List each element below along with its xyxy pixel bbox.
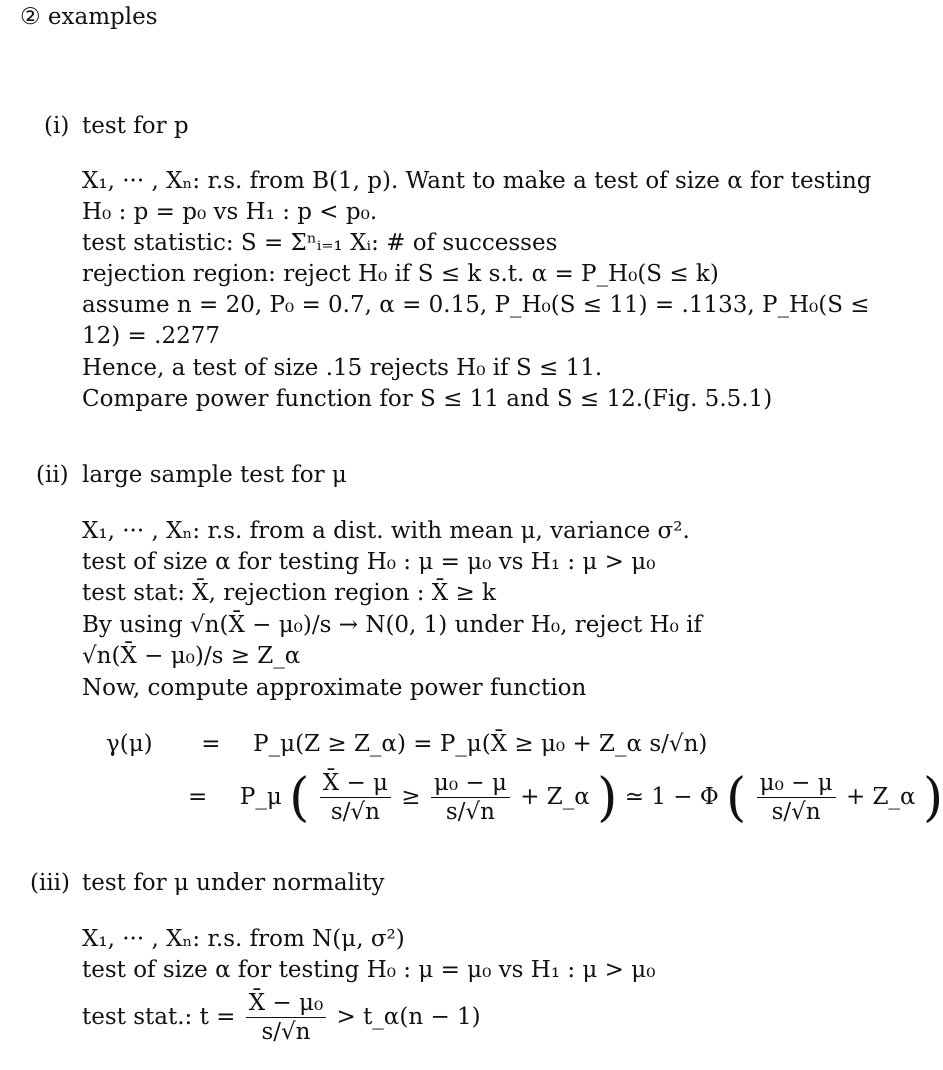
left-paren-2: (	[726, 767, 747, 828]
section-ii-line-5: √n(X̄ − μ₀)/s ≥ Z_α	[82, 643, 301, 669]
fraction-phi-arg	[757, 770, 836, 826]
right-paren-2: )	[922, 767, 943, 828]
section-iii-line-1: X₁, ··· , Xₙ: r.s. from N(μ, σ²)	[82, 926, 405, 952]
equation-lhs: γ(μ)	[106, 731, 153, 757]
fraction-standardized-den: s/√n	[330, 799, 380, 826]
section-ii-line-3: test stat: X̄, rejection region : X̄ ≥ k	[82, 580, 496, 606]
section-ii-line-6: Now, compute approximate power function	[82, 675, 587, 701]
equation-p-mu: P_μ	[239, 783, 282, 810]
section-ii-line-1: X₁, ··· , Xₙ: r.s. from a dist. with mean μ, variance σ².	[82, 518, 690, 544]
fraction-phi-arg-num: μ₀ − μ	[757, 770, 836, 798]
section-i-line-5: assume n = 20, P₀ = 0.7, α = 0.15, P_H₀(S ≤ 11) = .1133, P_H₀(S ≤	[82, 292, 870, 318]
equation-row-1	[106, 731, 707, 759]
fraction-shift	[431, 770, 510, 826]
section-i-line-6: 12) = .2277	[82, 323, 220, 349]
right-paren-1: )	[597, 767, 618, 828]
section-i-line-4: rejection region: reject H₀ if S ≤ k s.t. α = P_H₀(S ≤ k)	[82, 261, 719, 287]
section-i-line-7: Hence, a test of size .15 rejects H₀ if S ≤ 11.	[82, 355, 603, 381]
t-stat-num: X̄ − μ₀	[246, 990, 326, 1018]
fraction-shift-num: μ₀ − μ	[431, 770, 510, 798]
section-i-line-3: test statistic: S = Σⁿᵢ₌₁ Xᵢ: # of successes	[82, 230, 558, 256]
heading: ② examples	[20, 4, 158, 30]
t-stat-suffix: > t_α(n − 1)	[336, 1003, 481, 1030]
section-iii-line-2: test of size α for testing H₀ : μ = μ₀ vs H₁ : μ > μ₀	[82, 957, 656, 983]
fraction-standardized-num: X̄ − μ	[320, 770, 391, 798]
plus-z-alpha-2: + Z_α	[845, 783, 916, 810]
left-paren-1: (	[289, 767, 310, 828]
section-i-line-1: X₁, ··· , Xₙ: r.s. from B(1, p). Want to make a test of size α for testing	[82, 168, 872, 194]
section-i-title: test for p	[82, 113, 189, 139]
plus-z-alpha: + Z_α	[520, 783, 590, 810]
section-ii-title: large sample test for μ	[82, 462, 347, 488]
equation-row-1-rhs: P_μ(Z ≥ Z_α) = P_μ(X̄ ≥ μ₀ + Z_α s/√n)	[253, 731, 708, 757]
section-iii-label: (iii)	[30, 870, 71, 896]
fraction-standardized	[320, 770, 391, 826]
section-i-label: (i)	[44, 113, 70, 139]
section-i-line-8: Compare power function for S ≤ 11 and S ≤ 12.(Fig. 5.5.1)	[82, 386, 773, 412]
ge-sign: ≥	[401, 783, 421, 810]
section-ii-line-2: test of size α for testing H₀ : μ = μ₀ vs H₁ : μ > μ₀	[82, 549, 656, 575]
t-statistic-row	[82, 990, 481, 1046]
equation-row-2	[188, 767, 943, 828]
t-stat-den: s/√n	[261, 1019, 311, 1046]
section-i-line-2: H₀ : p = p₀ vs H₁ : p < p₀.	[82, 199, 378, 225]
section-ii-line-4: By using √n(X̄ − μ₀)/s → N(0, 1) under H₀, reject H₀ if	[82, 612, 703, 638]
section-iii-title: test for μ under normality	[82, 870, 385, 896]
t-stat-prefix: test stat.: t =	[82, 1003, 236, 1030]
equation-eq-1: =	[201, 731, 221, 757]
approx-one-minus-phi: ≃ 1 − Φ	[624, 783, 719, 810]
fraction-phi-arg-den: s/√n	[771, 799, 821, 826]
section-ii-label: (ii)	[36, 462, 69, 488]
fraction-shift-den: s/√n	[445, 799, 495, 826]
t-stat-fraction	[246, 990, 326, 1046]
equation-eq-2: =	[188, 783, 208, 810]
